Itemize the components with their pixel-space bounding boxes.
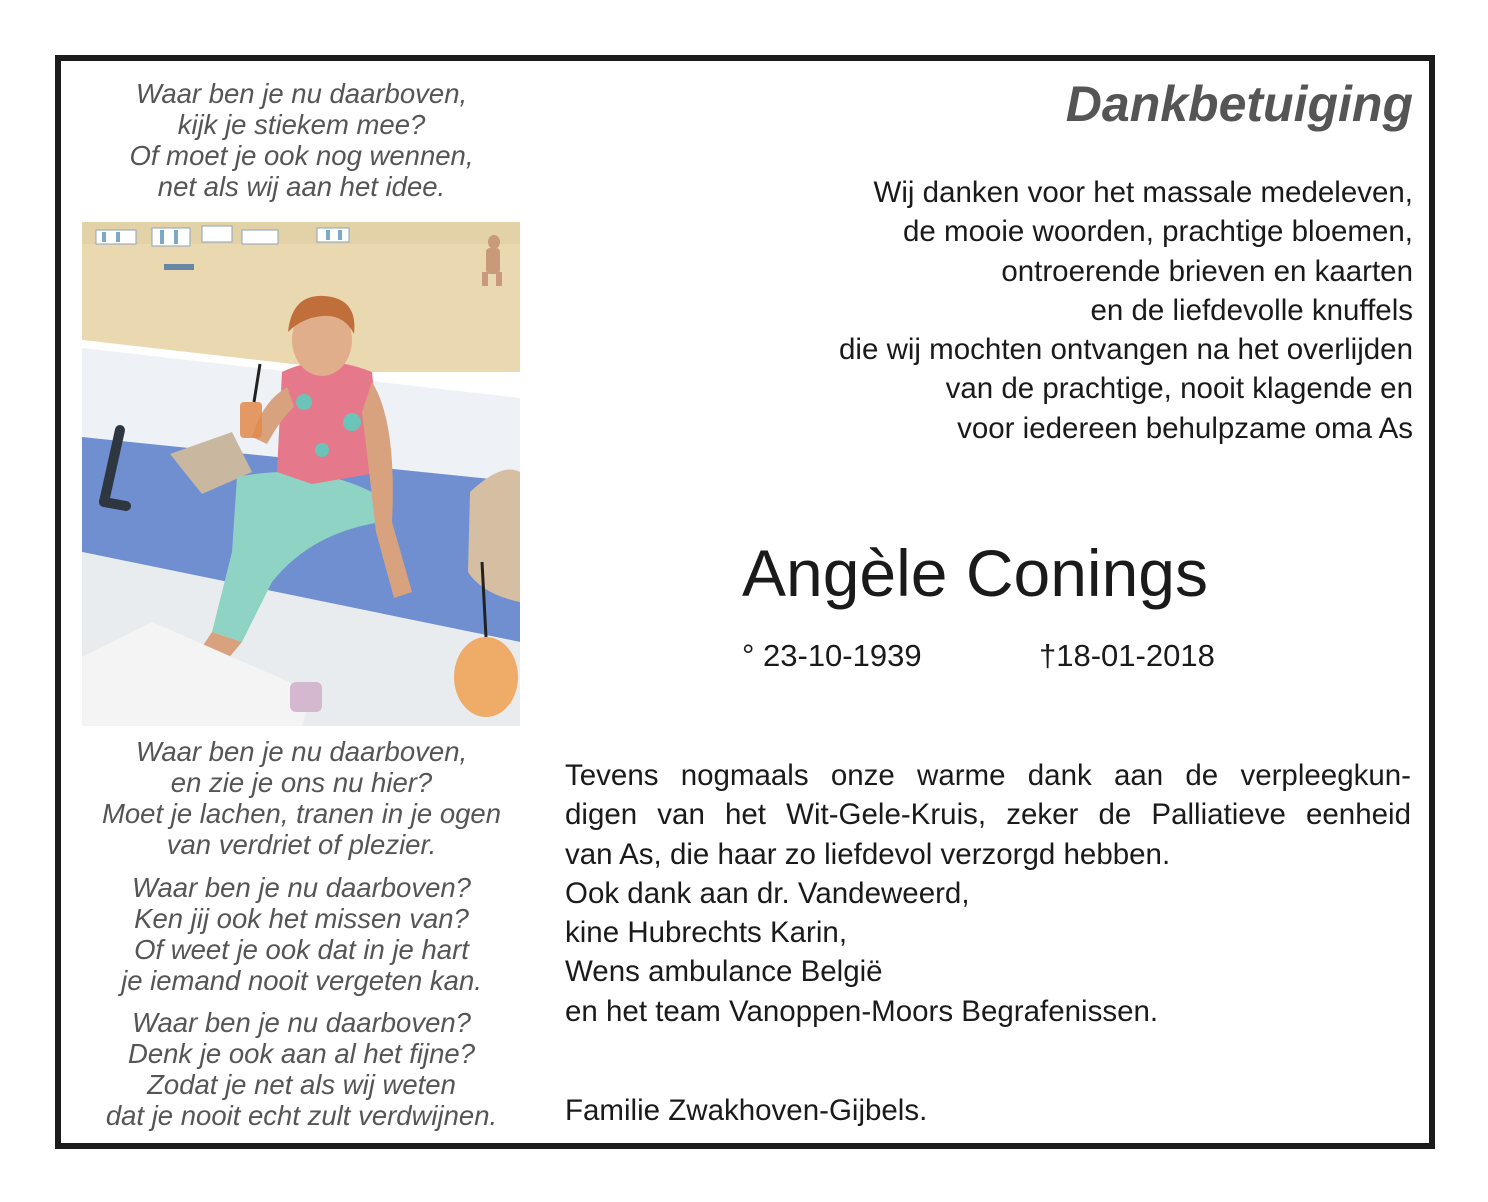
deceased-name: Angèle Conings [742,536,1208,610]
poem-line: Of moet je ook nog wennen, [129,140,474,171]
poem-line: Of weet je ook dat in je hart [134,934,469,965]
thanks-line: van de prachtige, nooit klagende en [945,372,1413,406]
thanks-line: ontroerende brieven en kaarten [1001,254,1413,288]
poem-stanza-bottom [79,1007,524,1131]
poem-line: je iemand nooit vergeten kan. [121,965,482,996]
extra-line: Tevens nogmaals onze warme dank aan de verpleegkun- [565,759,1411,792]
extra-line: Ook dank aan dr. Vandeweerd, [565,876,970,910]
extra-line: digen van het Wit-Gele-Kruis, zeker de Palliatieve eenheid [565,798,1411,832]
family-signature: Familie Zwakhoven-Gijbels. [565,1094,928,1127]
thanks-line: die wij mochten ontvangen na het overlijden [839,333,1413,367]
thanks-line: Wij danken voor het massale medeleven, [873,176,1413,209]
poem-line: Moet je lachen, tranen in je ogen [101,798,502,829]
poem-line: en zie je ons nu hier? [170,767,433,798]
poem-line: Zodat je net als wij weten [147,1069,456,1100]
birth-date: ° 23-10-1939 [742,638,922,673]
thanks-paragraph [839,173,1413,448]
thanks-line: de mooie woorden, prachtige bloemen, [902,215,1413,249]
poem-stanza-middle-2 [79,872,524,996]
poem-line: Waar ben je nu daarboven, [135,78,468,109]
poem-line: Denk je ook aan al het fijne? [127,1038,476,1069]
extra-line: van As, die haar zo liefdevol verzorgd hebben. [565,837,1171,871]
poem-line: Waar ben je nu daarboven? [132,1007,471,1038]
poem-line: net als wij aan het idee. [157,171,446,202]
poem-line: Waar ben je nu daarboven, [135,736,468,767]
page-title: Dankbetuiging [1065,76,1413,132]
death-date: †18-01-2018 [1039,638,1215,673]
poem-line: van verdriet of plezier. [166,829,437,860]
card-frame [55,55,1435,1149]
extra-line: kine Hubrechts Karin, [565,916,848,950]
thanks-line: en de liefdevolle knuffels [1090,293,1413,327]
poem-stanza-middle [79,736,524,860]
extra-line: en het team Vanoppen-Moors Begrafenissen. [565,994,1159,1028]
extra-line: Wens ambulance België [565,955,883,989]
poem-line: Waar ben je nu daarboven? [132,872,471,903]
thanks-line: voor iedereen behulpzame oma As [957,411,1413,445]
poem-stanza-top [79,78,524,202]
poem-line: kijk je stiekem mee? [177,109,426,140]
additional-thanks [565,756,1411,1031]
poem-line: dat je nooit echt zult verdwijnen. [105,1100,498,1131]
portrait-photo [82,222,520,726]
poem-line: Ken jij ook het missen van? [134,903,469,934]
